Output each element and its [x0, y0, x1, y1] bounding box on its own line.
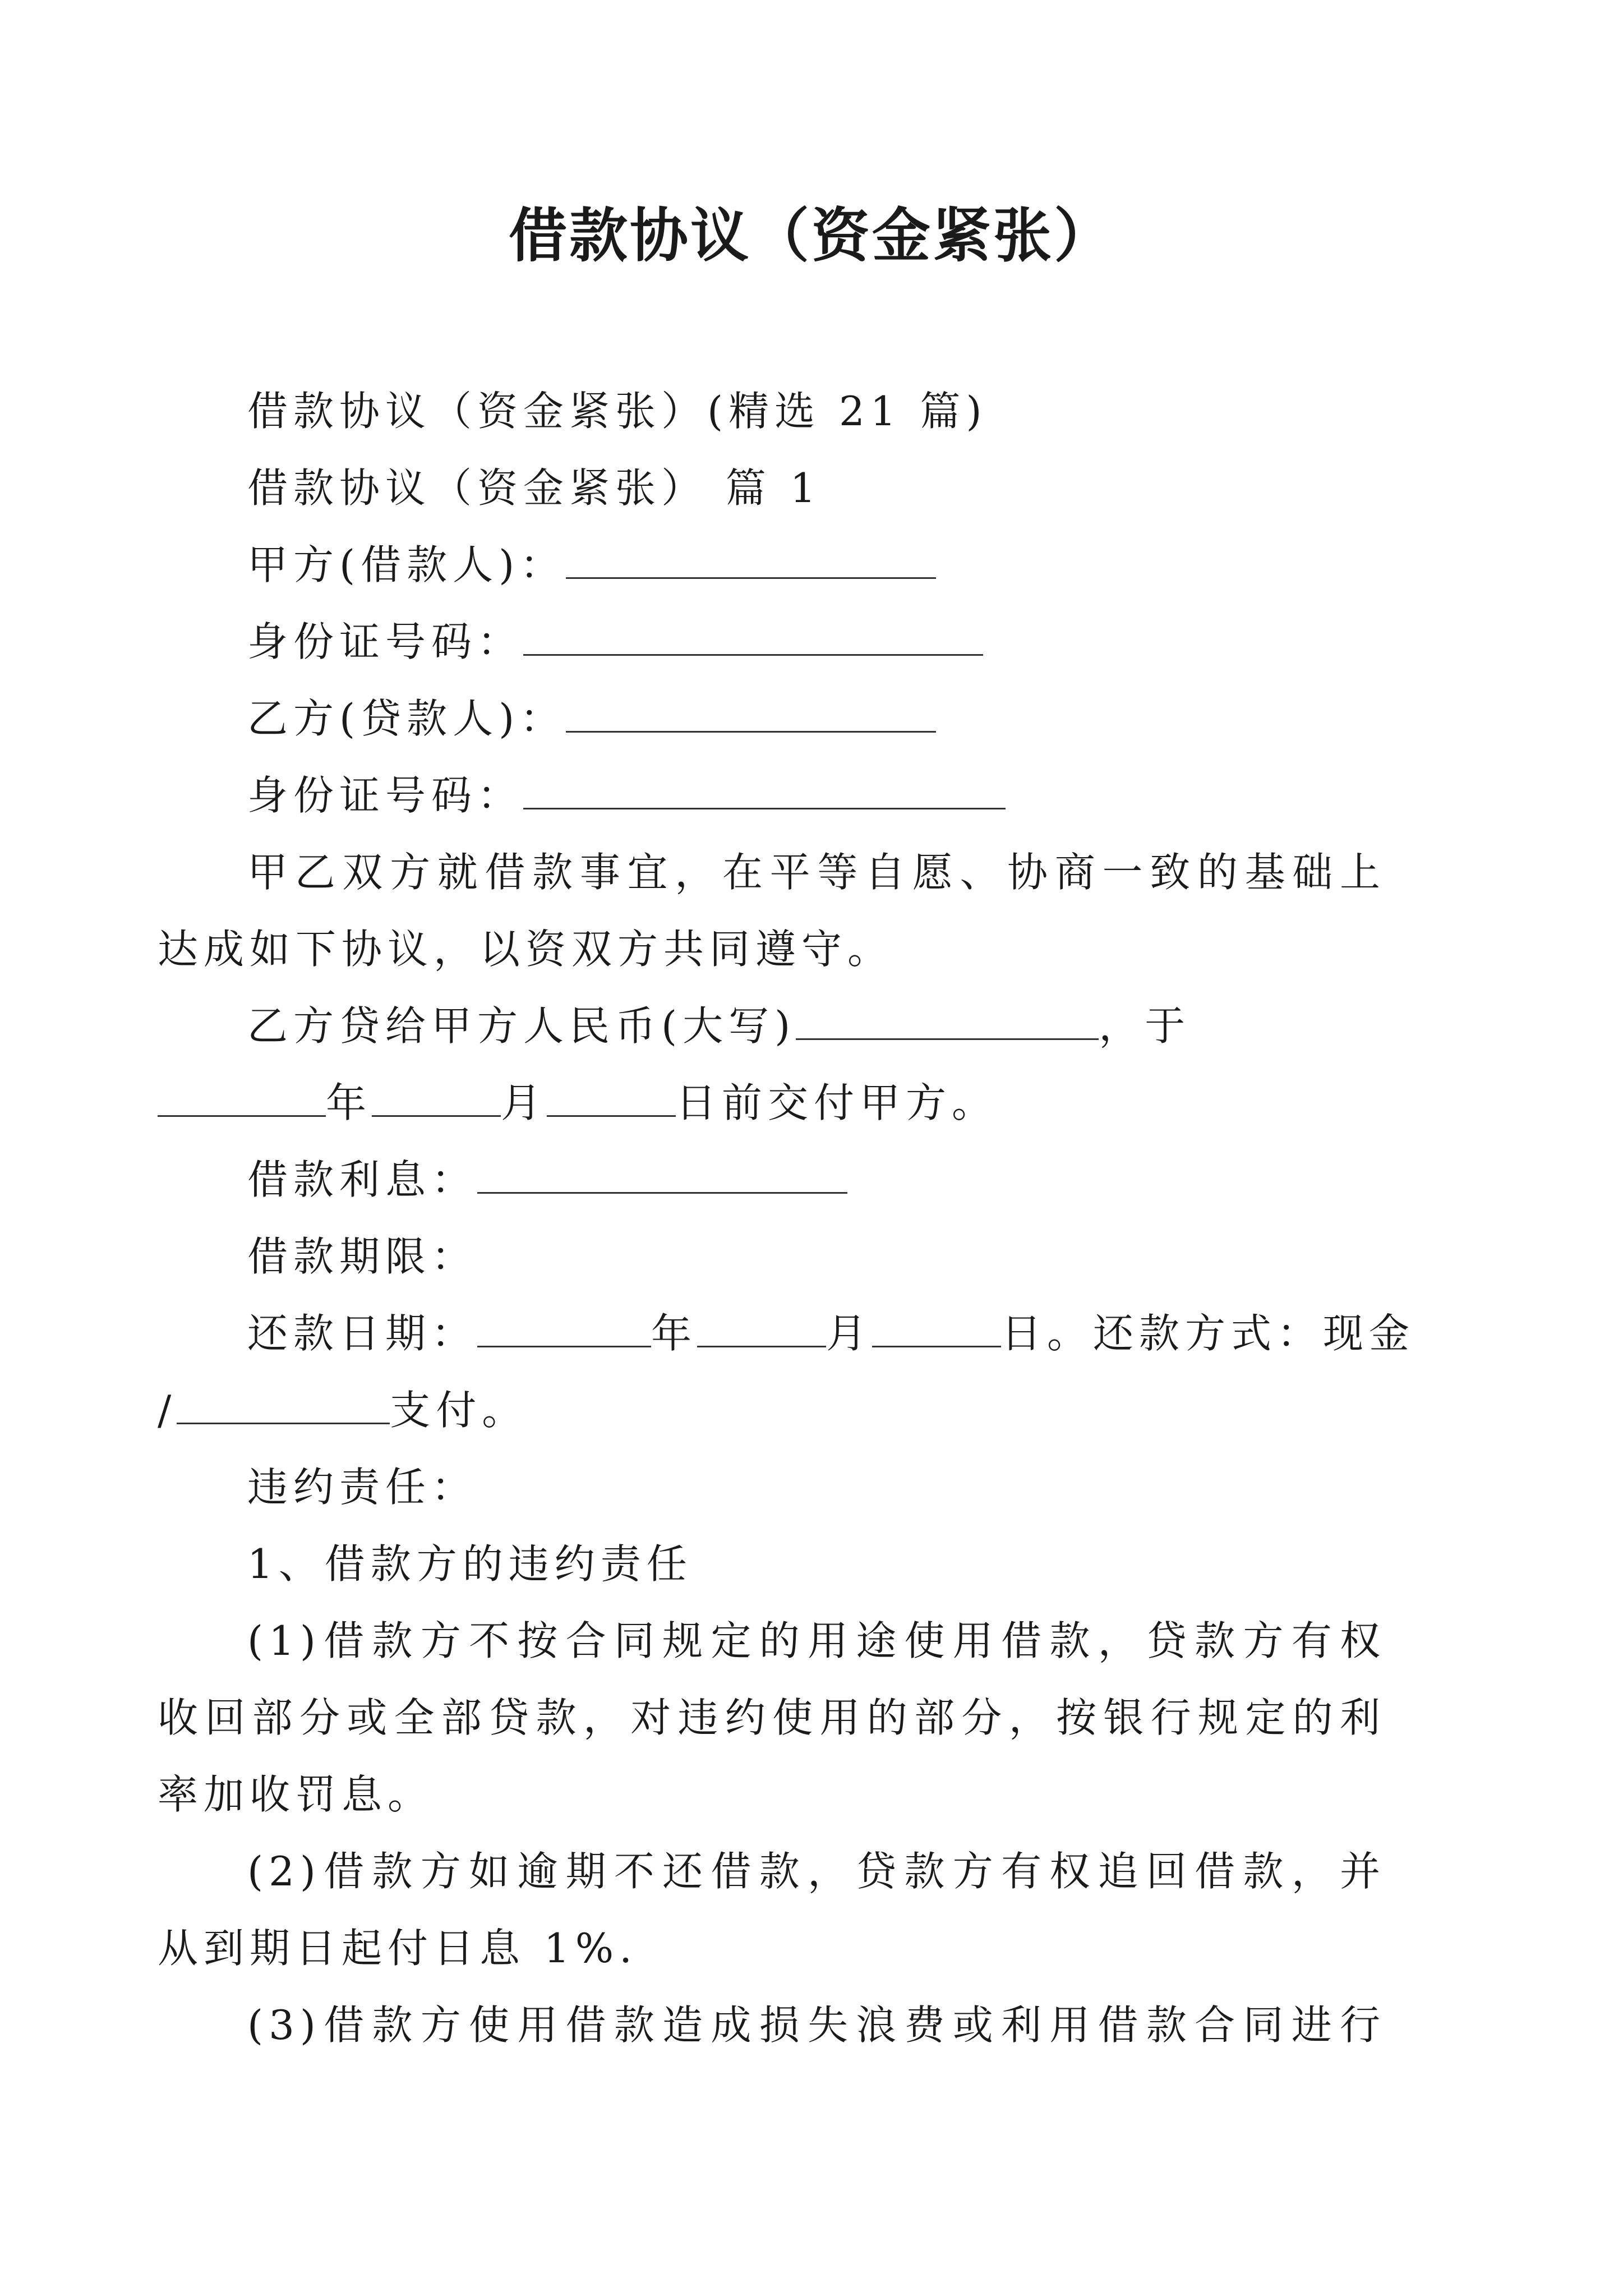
item-1-line-2: 收回部分或全部贷款，对违约使用的部分，按银行规定的利	[158, 1694, 1386, 1741]
id-b-blank	[523, 774, 1006, 809]
paragraph-1-line-2: 达成如下协议，以资双方共同遵守。	[158, 926, 894, 973]
interest-label: 借款利息：	[247, 1156, 478, 1203]
document-body	[158, 373, 1415, 2064]
id-a-line	[247, 604, 1386, 680]
document-title: 借款协议（资金紧张）	[508, 201, 1114, 270]
item-2-line-1: (2)借款方如逾期不还借款，贷款方有权追回借款，并	[247, 1848, 1386, 1895]
day-label: 日前交付甲方。	[676, 1079, 998, 1126]
repay-year-label: 年	[651, 1310, 698, 1357]
repay-slash: /	[158, 1387, 177, 1434]
year-label: 年	[326, 1079, 372, 1126]
paragraph-2-line-1	[247, 988, 1386, 1065]
party-a-line	[247, 527, 1386, 604]
repay-label: 还款日期：	[247, 1310, 478, 1357]
repay-method-blank	[177, 1389, 390, 1424]
liability-heading: 违约责任：	[247, 1464, 478, 1511]
repay-method-suffix: 支付。	[390, 1387, 528, 1434]
delivery-year-blank	[158, 1082, 326, 1117]
term-line: 借款期限：	[247, 1233, 478, 1280]
repay-line-1	[247, 1295, 1415, 1372]
delivery-month-blank	[372, 1082, 501, 1117]
item-1-line-1: (1)借款方不按合同规定的用途使用借款，贷款方有权	[247, 1617, 1386, 1664]
repay-month-label: 月	[826, 1310, 873, 1357]
repay-year-blank	[477, 1312, 651, 1347]
paragraph-2-line-2	[158, 1065, 1386, 1142]
party-b-label: 乙方(贷款人)：	[247, 695, 566, 742]
party-b-blank	[566, 697, 936, 733]
id-a-label: 身份证号码：	[247, 618, 524, 665]
interest-blank	[477, 1158, 847, 1194]
party-a-blank	[566, 544, 936, 579]
delivery-day-blank	[547, 1082, 676, 1117]
loan-amount-blank	[796, 1005, 1099, 1040]
id-a-blank	[523, 620, 983, 656]
item-3-line-1: (3)借款方使用借款造成损失浪费或利用借款合同进行	[247, 2001, 1386, 2049]
id-b-label: 身份证号码：	[247, 772, 524, 819]
liability-item-1: 1、借款方的违约责任	[247, 1540, 693, 1588]
item-1-line-3: 率加收罚息。	[158, 1771, 434, 1818]
party-a-label: 甲方(借款人)：	[247, 541, 566, 588]
party-b-line	[247, 680, 1386, 757]
repay-month-blank	[697, 1312, 826, 1347]
repay-line-2	[158, 1372, 1386, 1449]
month-label: 月	[501, 1079, 547, 1126]
interest-line	[247, 1142, 1386, 1218]
repay-day-blank	[872, 1312, 1001, 1347]
repay-day-label: 日。还款方式：现金	[1001, 1310, 1415, 1357]
loan-amount-suffix: ，于	[1099, 1002, 1191, 1050]
heading-line-2: 借款协议（资金紧张） 篇 1	[247, 464, 822, 512]
id-b-line	[247, 757, 1386, 834]
heading-line-1: 借款协议（资金紧张）(精选 21 篇)	[247, 388, 988, 435]
loan-amount-label: 乙方贷给甲方人民币(大写)	[247, 1002, 796, 1050]
item-2-line-2: 从到期日起付日息 1%.	[158, 1925, 638, 1972]
paragraph-1-line-1: 甲乙双方就借款事宜，在平等自愿、协商一致的基础上	[247, 849, 1386, 896]
